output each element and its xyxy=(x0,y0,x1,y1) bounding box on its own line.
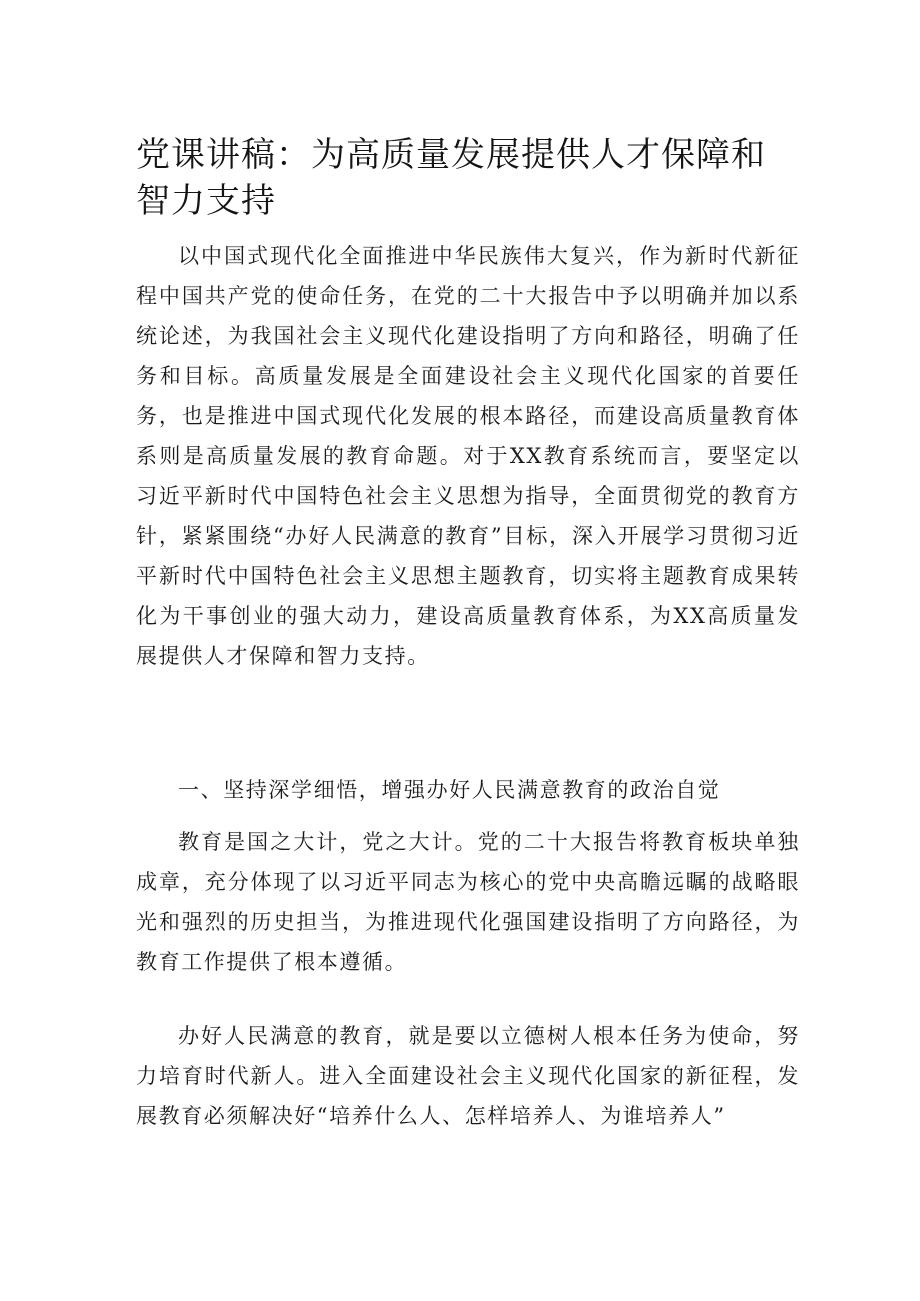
section-heading-1: 一、坚持深学细悟，增强办好人民满意教育的政治自觉 xyxy=(178,778,721,802)
paragraph-satisfactory-education: 办好人民满意的教育，就是要以立德树人根本任务为使命，努力培育时代新人。进入全面建设社会主义现代化国家的新征程，发展教育必须解决好“培养什么人、怎样培养人、为谁培养人” xyxy=(136,1024,800,1128)
document-title: 党课讲稿：为高质量发展提供人才保障和智力支持 xyxy=(136,135,766,221)
paragraph-education-importance: 教育是国之大计，党之大计。党的二十大报告将教育板块单独成章，充分体现了以习近平同志为核心的党中央高瞻远瞩的战略眼光和强烈的历史担当，为推进现代化强国建设指明了方向路径，为教育工作提供了根本遵循。 xyxy=(136,830,800,974)
paragraph-intro: 以中国式现代化全面推进中华民族伟大复兴，作为新时代新征程中国共产党的使命任务，在党的二十大报告中予以明确并加以系统论述，为我国社会主义现代化建设指明了方向和路径，明确了任务和目标。高质量发展是全面建设社会主义现代化国家的首要任务，也是推进中国式现代化发展的根本路径，而建设高质量教育体系则是高质量发展的教育命题。对于XX教育系统而言，要坚定以习近平新时代中国特色社会主义思想为指导，全面贯彻党的教育方针，紧紧围绕“办好人民满意的教育”目标，深入开展学习贯彻习近平新时代中国特色社会主义思想主题教育，切实将主题教育成果转化为干事创业的强大动力，建设高质量教育体系，为XX高质量发展提供人才保障和智力支持。 xyxy=(136,244,800,668)
